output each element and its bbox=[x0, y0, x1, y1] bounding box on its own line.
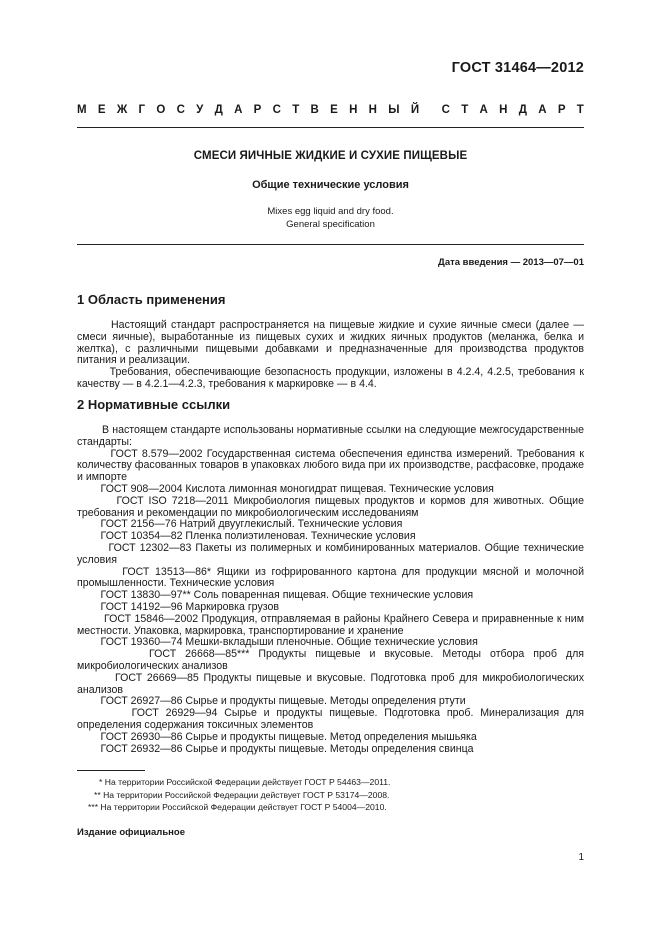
banner-letter: Е bbox=[330, 104, 338, 116]
reference-item: ГОСТ 26929—94 Сырье и продукты пищевые. Подготовка проб. Минерализация для определения содержания токсичных элементов bbox=[77, 707, 584, 731]
document-title: СМЕСИ ЯИЧНЫЕ ЖИДКИЕ И СУХИЕ ПИЩЕВЫЕ bbox=[193, 150, 468, 162]
banner-letter: Т bbox=[292, 104, 300, 116]
introduction-date: Дата введения — 2013—07—01 bbox=[438, 257, 584, 268]
section-heading-scope: 1 Область применения bbox=[77, 292, 226, 307]
banner-letter: Д bbox=[214, 104, 223, 116]
section-references-body bbox=[77, 425, 584, 755]
english-title bbox=[77, 205, 584, 231]
footnote: ** На территории Российской Федерации действует ГОСТ Р 53174—2008. bbox=[94, 789, 390, 800]
section-heading-references: 2 Нормативные ссылки bbox=[77, 397, 231, 412]
footnotes bbox=[77, 776, 584, 814]
reference-item: ГОСТ 13830—97** Соль поваренная пищевая. Общие технические условия bbox=[77, 589, 474, 602]
reference-item: ГОСТ 19360—74 Мешки-вкладыши пленочные. Общие технические условия bbox=[77, 636, 478, 649]
reference-item: ГОСТ 26669—85 Продукты пищевые и вкусовые. Подготовка проб для микробиологических анализов bbox=[77, 671, 584, 696]
header-divider bbox=[77, 127, 584, 128]
title-divider bbox=[77, 244, 584, 245]
banner-letter: Н bbox=[368, 104, 377, 116]
banner-letter: Д bbox=[518, 104, 527, 116]
english-title-line: Mixes egg liquid and dry food. bbox=[267, 206, 394, 217]
banner-letter: Й bbox=[410, 104, 420, 116]
banner-letter: Г bbox=[138, 104, 146, 116]
official-edition-label: Издание официальное bbox=[77, 827, 185, 838]
footnote: * На территории Российской Федерации действует ГОСТ Р 54463—2011. bbox=[99, 777, 391, 787]
banner-letter: С bbox=[176, 104, 185, 116]
english-title-line: General specification bbox=[286, 219, 375, 230]
paragraph: В настоящем стандарте использованы нормативные ссылки на следующие межгосударственные стандарты: bbox=[77, 424, 584, 448]
reference-item: ГОСТ 26927—86 Сырье и продукты пищевые. Методы определения ртути bbox=[77, 695, 466, 708]
page-number: 1 bbox=[578, 852, 584, 863]
paragraph: Требования, обеспечивающие безопасность продукции, изложены в 4.2.4, 4.2.5, требования к качеству — в 4.2.1—4.2.3, требования к маркировке — в 4.4. bbox=[77, 366, 584, 390]
reference-item: ГОСТ 2156—76 Натрий двууглекислый. Технические условия bbox=[77, 518, 403, 531]
banner-letter: У bbox=[196, 104, 204, 116]
reference-item: ГОСТ 908—2004 Кислота лимонная моногидрат пищевая. Технические условия bbox=[77, 482, 494, 495]
banner-letter: Ы bbox=[388, 104, 400, 116]
banner-letter: А bbox=[479, 104, 488, 116]
banner-letter: В bbox=[310, 104, 319, 116]
banner-letter: Р bbox=[557, 104, 566, 116]
banner-letter: О bbox=[156, 104, 166, 116]
reference-item: ГОСТ 10354—82 Пленка полиэтиленовая. Технические условия bbox=[77, 530, 416, 543]
gost-identifier: ГОСТ 31464—2012 bbox=[451, 60, 584, 76]
footnote: *** На территории Российской Федерации действует ГОСТ Р 54004—2010. bbox=[88, 802, 387, 812]
document-subtitle: Общие технические условия bbox=[252, 179, 409, 191]
reference-item: ГОСТ 13513—86* Ящики из гофрированного картона для продукции мясной и молочной промышленности. Технические условия bbox=[77, 565, 584, 590]
reference-item: ГОСТ 12302—83 Пакеты из полимерных и комбинированных материалов. Общие технические условия bbox=[77, 541, 584, 566]
section-scope-body bbox=[77, 320, 584, 391]
paragraph: Настоящий стандарт распространяется на пищевые жидкие и сухие яичные смеси (далее — смеси яичные), выработанные из пищевых сухих и жидких яичных продуктов (меланжа, белка и желтка), с различными пищевыми добавками и предназначенные для производства продуктов питания и реализации. bbox=[77, 319, 584, 367]
reference-item: ГОСТ 15846—2002 Продукция, отправляемая в районы Крайнего Севера и приравненные к ним местности. Упаковка, маркировка, транспортирование и хранение bbox=[77, 612, 584, 637]
banner-letter: Н bbox=[499, 104, 508, 116]
banner-letter: Р bbox=[253, 104, 262, 116]
reference-item: ГОСТ 14192—96 Маркировка грузов bbox=[77, 600, 280, 613]
banner-letter: Т bbox=[461, 104, 469, 116]
banner-letter: Ж bbox=[116, 104, 128, 116]
reference-item: ГОСТ 8.579—2002 Государственная система обеспечения единства измерений. Требования к количеству фасованных товаров в упаковках любого вида при их производстве, расфасовке, продаже и импорте bbox=[77, 447, 584, 484]
reference-item: ГОСТ 26668—85*** Продукты пищевые и вкусовые. Методы отбора проб для микробиологических анализов bbox=[77, 648, 584, 672]
banner-letter: А bbox=[538, 104, 547, 116]
banner-letter: С bbox=[441, 104, 450, 116]
banner-letter: Т bbox=[576, 104, 584, 116]
reference-item: ГОСТ ISO 7218—2011 Микробиология пищевых продуктов и кормов для животных. Общие требования и рекомендации по микробиологическим исследованиям bbox=[77, 494, 584, 519]
banner-letter: Е bbox=[97, 104, 106, 116]
reference-item: ГОСТ 26932—86 Сырье и продукты пищевые. Методы определения свинца bbox=[77, 742, 474, 755]
banner-letter: Н bbox=[349, 104, 358, 116]
interstate-standard-banner bbox=[77, 104, 584, 116]
banner-letter: С bbox=[272, 104, 281, 116]
reference-item: ГОСТ 26930—86 Сырье и продукты пищевые. Метод определения мышьяка bbox=[77, 730, 477, 743]
banner-letter: А bbox=[234, 104, 243, 116]
banner-letter: М bbox=[77, 104, 87, 116]
footnote-divider bbox=[77, 770, 145, 771]
